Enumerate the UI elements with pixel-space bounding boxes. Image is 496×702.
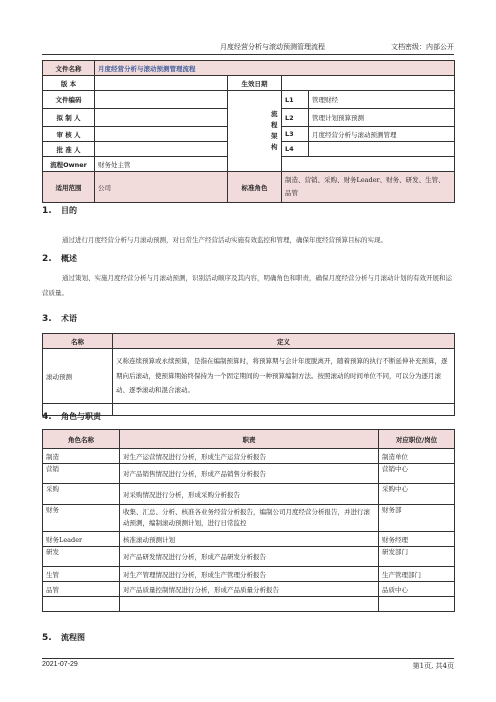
doc-name-value: 月度经营分析与滚动预测管理流程 — [95, 61, 455, 76]
level-1-code: L1 — [282, 91, 309, 109]
role-post: 制造单位 — [379, 449, 455, 464]
role-duty: 对采购情况进行分析，形成采购分析报告 — [120, 484, 379, 505]
header-secrecy: 文档密级：内部公开 — [391, 43, 454, 51]
role-duty: 收集、汇总、分析、核准各业务经营分析报告，编制公司月度经营分析报告，并进行滚动预测，编制滚动预测计划，进行日常监控 — [120, 505, 379, 532]
document-info-table — [42, 60, 455, 203]
role-post: 研发部门 — [379, 547, 455, 567]
section-1-number: 1. — [42, 206, 52, 216]
level-4-code: L4 — [282, 142, 309, 157]
level-2-code: L2 — [282, 109, 309, 127]
footer-page-number: 第1页, 共4页 — [412, 662, 454, 670]
reviewer-label: 审 核 人 — [43, 127, 95, 142]
reviewer-value — [95, 127, 228, 142]
role-duty: 对生产运营情况进行分析，形成生产运营分析报告 — [120, 449, 379, 464]
role-post: 生产管理部门 — [379, 567, 455, 582]
effective-date-label: 生效日期 — [228, 76, 282, 91]
section-5-heading — [42, 632, 85, 643]
term-definition: 又称连续预算或永续预算，是指在编制预算时，将预算期与会计年度脱离开，随着预算的执行不断延伸补充预算，逐期向后滚动，使预算期始终保持为一个固定期间的一种预算编制方法。按照滚动的时间单位不同，可以分为逐月滚动、逐季滚动和混合滚动。 — [113, 349, 455, 404]
section-2-body: 通过策划、实施月度经营分析与月滚动预测，识别活动顺序及其内容，明确角色和职责，确保月度经营分析与月滚动计划的有效开展和运营质量。 — [42, 274, 452, 297]
table-row — [43, 484, 455, 505]
scope-label: 适用范围 — [43, 172, 95, 203]
table-row — [43, 349, 455, 404]
page-footer — [42, 658, 454, 670]
roles-value: 制造、营销、采购、财务Leader、财务、研发、生管、品管 — [282, 172, 455, 203]
arch-spacer — [228, 91, 268, 172]
table-row — [43, 547, 455, 567]
terms-table — [42, 333, 455, 416]
table-row — [43, 464, 455, 484]
level-4-name — [309, 142, 455, 157]
doc-name-label: 文件名称 — [43, 61, 95, 76]
level-1-name: 管理财经 — [309, 91, 455, 109]
level-3-code: L3 — [282, 127, 309, 142]
level-2-name: 管理计划预算预测 — [309, 109, 455, 127]
roles-label: 标准角色 — [228, 172, 282, 203]
role-name: 采购 — [43, 484, 120, 505]
doc-code-label: 文件编码 — [43, 91, 95, 109]
roles-empty-cell — [379, 597, 455, 612]
roles-col-duty: 职责 — [120, 430, 379, 449]
version-value — [95, 76, 228, 91]
role-name: 营销 — [43, 464, 120, 484]
section-2-heading — [42, 253, 77, 264]
drafter-label: 拟 制 人 — [43, 109, 95, 127]
doc-code-value — [95, 91, 228, 109]
effective-date-value — [282, 76, 455, 91]
level-3-name: 月度经营分析与滚动预测管理 — [309, 127, 455, 142]
table-row — [43, 449, 455, 464]
section-5-title: 流程图 — [61, 633, 85, 642]
role-name: 制造 — [43, 449, 120, 464]
process-arch-text: 流程架构 — [271, 110, 278, 151]
role-name: 财务 — [43, 505, 120, 532]
roles-empty-cell — [43, 597, 120, 612]
approver-value — [95, 142, 228, 157]
role-post: 营销中心 — [379, 464, 455, 484]
roles-empty-cell — [120, 597, 379, 612]
roles-col-role: 角色名称 — [43, 430, 120, 449]
role-name: 财务Leader — [43, 532, 120, 547]
section-3-number: 3. — [42, 314, 52, 324]
roles-table — [42, 429, 455, 612]
section-3-heading — [42, 313, 77, 324]
term-name: 滚动预测 — [43, 349, 113, 404]
page-header — [42, 41, 454, 55]
role-duty: 对生产管理情况进行分析，形成生产管理分析报告 — [120, 567, 379, 582]
section-2-number: 2. — [42, 254, 52, 264]
footer-date: 2021-07-29 — [42, 661, 78, 668]
section-1-title: 目的 — [61, 206, 77, 215]
table-row — [43, 567, 455, 582]
roles-col-post: 对应职位/岗位 — [379, 430, 455, 449]
version-label: 版 本 — [43, 76, 95, 91]
role-name: 品管 — [43, 582, 120, 597]
role-duty: 核准滚动预测计划 — [120, 532, 379, 547]
owner-label: 流程Owner — [43, 157, 95, 172]
scope-value: 公司 — [95, 172, 228, 203]
role-post: 品质中心 — [379, 582, 455, 597]
role-post: 财务部 — [379, 505, 455, 532]
section-1-heading — [42, 205, 77, 216]
approver-label: 批 准 人 — [43, 142, 95, 157]
section-4-heading — [42, 411, 101, 422]
section-4-title: 角色与职责 — [61, 412, 101, 421]
drafter-value — [95, 109, 228, 127]
process-arch-label — [268, 91, 282, 172]
section-5-number: 5. — [42, 633, 52, 643]
section-4-number: 4. — [42, 412, 52, 422]
table-row — [43, 532, 455, 547]
role-duty: 对产品质量控制情况进行分析，形成产品质量分析报告 — [120, 582, 379, 597]
owner-value: 财务处主管 — [95, 157, 228, 172]
role-name: 生管 — [43, 567, 120, 582]
role-post: 采购中心 — [379, 484, 455, 505]
section-3-title: 术语 — [61, 314, 77, 323]
header-title: 月度经营分析与滚动预测管理流程 — [220, 43, 325, 51]
section-1-body: 通过进行月度经营分析与月滚动预测，对日常生产经营活动实施有效监控和管理，确保年度经营预算目标的实现。 — [62, 236, 387, 244]
terms-col-def: 定义 — [113, 334, 455, 349]
role-name: 研发 — [43, 547, 120, 567]
section-2-title: 概述 — [61, 254, 77, 263]
role-duty: 对产品销售情况进行分析，形成产品销售分析报告 — [120, 464, 379, 484]
terms-col-name: 名称 — [43, 334, 113, 349]
table-row — [43, 582, 455, 597]
role-post: 财务经理 — [379, 532, 455, 547]
table-row — [43, 505, 455, 532]
terms-empty-cell — [113, 404, 455, 416]
owner-spacer — [282, 157, 455, 172]
role-duty: 对产品研发情况进行分析，形成产品研发分析报告 — [120, 547, 379, 567]
